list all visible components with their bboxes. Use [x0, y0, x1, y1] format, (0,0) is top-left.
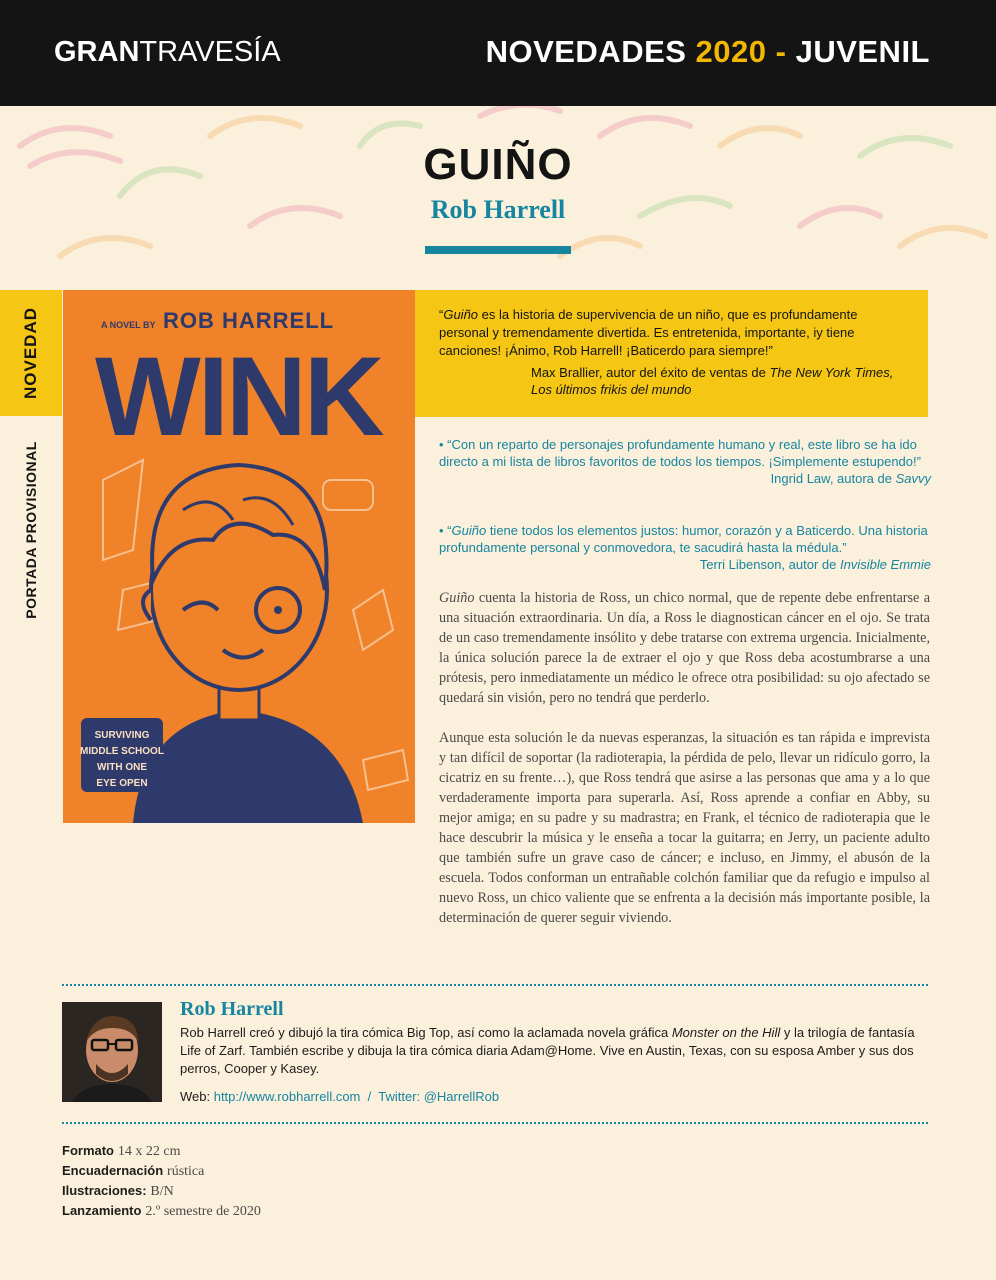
synopsis-paragraph-1 [439, 588, 930, 708]
author-bio-title: Monster on the Hill [671, 1025, 781, 1040]
spec-key: Ilustraciones: [62, 1183, 147, 1198]
spec-value: 14 x 22 cm [117, 1144, 181, 1159]
portada-provisional-tab [0, 430, 62, 630]
author-links [180, 1089, 499, 1104]
section-dash: - [766, 34, 796, 69]
review-1-book: Savvy [895, 471, 931, 486]
cover-tagline-3: WITH ONE [97, 762, 147, 773]
twitter-link[interactable]: Twitter: @HarrellRob [378, 1089, 500, 1104]
dotted-divider [62, 1122, 928, 1124]
brand-bold: GRAN [54, 36, 140, 68]
review-2-book: Invisible Emmie [839, 557, 931, 572]
review-2-book-title: Guiño [451, 523, 487, 538]
spec-value: rústica [167, 1164, 205, 1179]
quote-body: es la historia de supervivencia de un niño, que es profundamente personal y tremendamente divertida. Es entretenida, importante, iy tiene canciones! ¡Ánimo, Rob Harrell! ¡Baticerdo para siempre!” [439, 307, 858, 358]
author-bio [180, 1024, 930, 1078]
quote-book-title: Guiño [443, 307, 479, 322]
novedad-tab [0, 290, 62, 416]
dotted-divider [62, 984, 928, 986]
spec-value: B/N [150, 1184, 174, 1199]
website-link[interactable]: http://www.robharrell.com [213, 1089, 361, 1104]
synopsis-book-title: Guiño [439, 590, 475, 606]
featured-quote [415, 290, 928, 417]
section-pre: NOVEDADES [485, 34, 696, 69]
review-2-text [439, 522, 931, 556]
spec-key: Encuadernación [62, 1163, 164, 1178]
section-post: JUVENIL [795, 34, 930, 69]
review-2 [439, 522, 931, 573]
brand-light: TRAVESÍA [139, 36, 281, 68]
book-specs [62, 1141, 261, 1221]
review-2-author: Terri Libenson, autor de [699, 557, 840, 572]
section-year: 2020 [695, 34, 767, 69]
review-1-source [439, 470, 931, 487]
cover-title: WINK [95, 334, 382, 459]
spec-key: Formato [62, 1143, 114, 1158]
synopsis-paragraph-2: Aunque esta solución le da nuevas esperanzas, la situación es tan rápida e imprevista y tan difícil de soportar (la radioterapia, la pérdida de pelo, llevar un ridículo gorro, la cicatriz en su frente…), que Ross tendrá que asirse a las personas que ama y a lo que verdaderamente importa para superarla. Así, Ross aprende a confiar en Abby, su mejor amiga; en su padre y su madrastra; en Frank, el técnico de radioterapia que le hace descubrir la música y le enseña a tocar la guitarra; en Jerry, un paciente adulto que también sufre un grave caso de cáncer; e incluso, en Jimmy, el abusón de la escuela. Todos conforman un entrañable colchón familiar que da refugio e impulso al nuevo Ross, un chico valiente que se enfrenta a la decisión más importante posible, la determinación de querer seguir viviendo. [439, 730, 930, 926]
portada-label: PORTADA PROVISIONAL [23, 441, 39, 619]
novedad-label: NOVEDAD [21, 306, 40, 400]
cover-tagline-4: EYE OPEN [96, 778, 148, 789]
link-separator: / [360, 1089, 379, 1104]
spec-value: 2.º semestre de 2020 [145, 1204, 261, 1219]
cover-tagline-2: MIDDLE SCHOOL [80, 746, 164, 757]
author-bio-post: y la trilogía de fantasía Life of Zarf. También escribe y dibuja la tira cómica diaria Adam@Home. Vive en Austin, Texas, con su esposa Amber y sus dos perros, Cooper y Kasey. [180, 1025, 915, 1076]
book-title: GUIÑO [423, 140, 573, 189]
review-1 [439, 436, 931, 487]
spec-row [62, 1161, 261, 1181]
svg-text:ROB HARRELL: ROB HARRELL [163, 308, 335, 333]
cover-byline-small: A NOVEL BY [101, 320, 156, 330]
spec-row [62, 1141, 261, 1161]
publisher-logo [54, 36, 281, 69]
synopsis [439, 588, 930, 928]
page-header [0, 0, 996, 106]
quote-source-outlet: The New York Times, [769, 365, 894, 380]
quote-source-book: Los últimos frikis del mundo [531, 382, 692, 397]
quote-source-author: Max Brallier, autor del éxito de ventas de [531, 365, 770, 380]
title-divider [425, 246, 571, 254]
quote-open-mark: “ [439, 307, 444, 322]
author-name: Rob Harrell [180, 998, 284, 1020]
review-2-open: • “ [439, 523, 452, 538]
section-title [486, 34, 930, 70]
cover-tagline-1: SURVIVING [94, 730, 150, 741]
review-1-text: • “Con un reparto de personajes profundamente humano y real, este libro se ha ido directo a mi lista de libros favoritos de todos los tiempos. ¡Simplemente estupendo!” [439, 437, 921, 469]
book-cover [63, 290, 415, 823]
review-2-source [439, 556, 931, 573]
web-label: Web: [180, 1089, 214, 1104]
book-author: Rob Harrell [430, 195, 566, 224]
author-photo [62, 1002, 162, 1102]
spec-key: Lanzamiento [62, 1203, 142, 1218]
featured-quote-source [531, 364, 914, 398]
spec-row [62, 1181, 261, 1201]
author-bio-pre: Rob Harrell creó y dibujó la tira cómica Big Top, así como la aclamada novela gráfica [180, 1025, 672, 1040]
synopsis-p1-text: cuenta la historia de Ross, un chico normal, que de repente debe enfrentarse a una situación extraordinaria. Un día, a Ross le diagnostican cáncer en el ojo. Se trata de un caso tremendamente insólito y debe tratarse con extrema urgencia. Inicialmente, la única solución parece la de extraer el ojo y que Ross deba acostumbrarse a una prótesis, pero inmediatamente un médico le ofrece otra posibilidad: su ojo afectado se quedará sin visión, pero no tendrá que perderlo. [439, 590, 930, 706]
review-1-author: Ingrid Law, autora de [770, 471, 896, 486]
featured-quote-text [439, 306, 909, 360]
review-2-body: tiene todos los elementos justos: humor, corazón y a Baticerdo. Una historia profundamente personal y conmovedora, te sacudirá hasta la médula.” [439, 523, 928, 555]
spec-row [62, 1201, 261, 1221]
